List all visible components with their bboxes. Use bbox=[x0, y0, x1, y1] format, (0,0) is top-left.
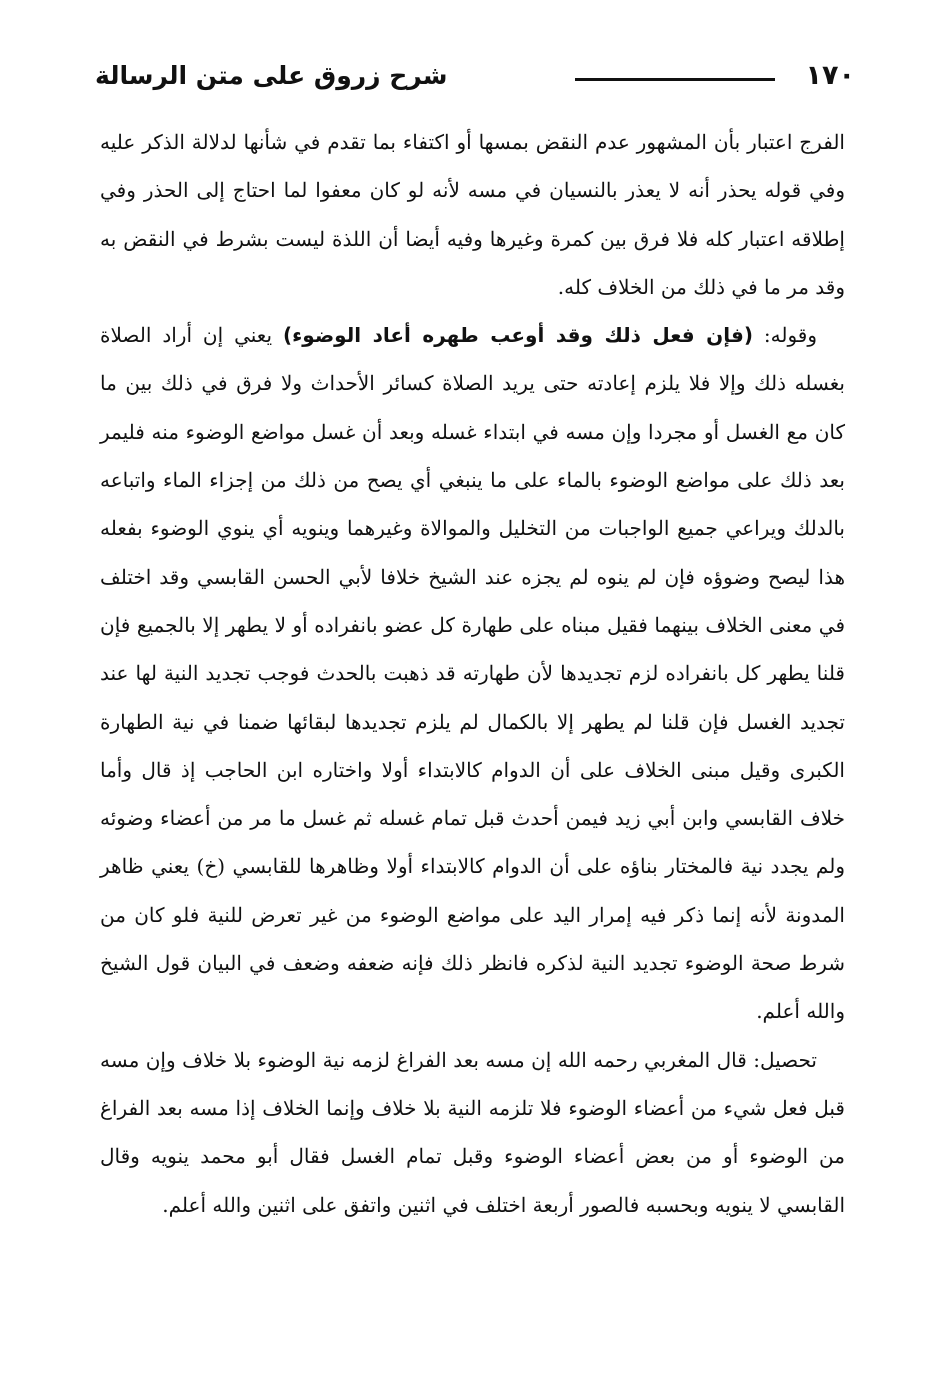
paragraph-text: الفرج اعتبار بأن المشهور عدم النقض بمسها أو اكتفاء بما تقدم في شأنها لدلالة الذكر عليه وفي قوله يحذر أنه لا يعذر بالنسيان في مسه لأنه لو كان معفوا لما احتاج إلى الحذر وفي إطلاقه اعتبار كله فلا فرق بين كمرة وغيرها وفيه أيضا أن اللذة ليست بشرط في النقض به وقد مر ما في ذلك من الخلاف كله. bbox=[100, 130, 845, 299]
running-title: شرح زروق على متن الرسالة bbox=[95, 61, 448, 90]
paragraph-lead: وقوله: bbox=[763, 323, 818, 348]
paragraph-1 bbox=[100, 118, 845, 311]
page-header bbox=[95, 50, 855, 102]
paragraph-2 bbox=[100, 311, 845, 1035]
header-rule bbox=[575, 78, 775, 81]
paragraph-3 bbox=[100, 1036, 845, 1229]
paragraph-text: يعني إن أراد الصلاة بغسله ذلك وإلا فلا يلزم إعادته حتى يريد الصلاة كسائر الأحداث ولا فرق في ذلك بين ما كان مع الغسل أو مجردا وإن مسه في ابتداء غسله وبعد أن غسل مواضع الوضوء منه فليمر بعد ذلك على مواضع الوضوء بالماء على ما ينبغي أي يصح من ذلك من إجزاء الماء واتباعه بالدلك ويراعي جميع الواجبات من التخليل والموالاة وغيرهما وينويه أي ينوي الوضوء بفعله هذا ليصح وضوؤه فإن لم ينوه لم يجزه عند الشيخ خلافا لأبي الحسن القابسي وقد اختلف في معنى الخلاف بينهما فقيل مبناه على طهارة كل عضو بانفراده أو لا يطهر إلا بالجميع فإن قلنا يطهر كل بانفراده لزم تجديدها لأن طهارته قد ذهبت بالحدث فوجب تجديد النية لها عند تجديد الغسل فإن قلنا لم يطهر إلا بالكمال لم يلزم تجديدها لبقائها ضمنا في نية الطهارة الكبرى وقيل مبنى الخلاف على أن الدوام كالابتداء أولا واختاره ابن الحاجب إذ قال وأما خلاف القابسي وابن أبي زيد فيمن أحدث قبل تمام غسله ثم غسل ما مر من أعضاء وضوئه ولم يجدد نية فالمختار بناؤه على أن الدوام كالابتداء أولا وظاهرها للقابسي (خ) يعني ظاهر المدونة لأنه إنما ذكر فيه إمرار اليد على مواضع الوضوء من غير تعرض للنية فلو كان من شرط صحة الوضوء تجديد النية لذكره فانظر ذلك فإنه ضعفه وضعف في البيان قول الشيخ والله أعلم. bbox=[100, 323, 845, 1024]
page-number: ١٧٠ bbox=[805, 60, 855, 91]
quoted-text: (فإن فعل ذلك وقد أوعب طهره أعاد الوضوء) bbox=[282, 323, 753, 348]
page-body bbox=[100, 118, 845, 1229]
paragraph-text: تحصيل: قال المغربي رحمه الله إن مسه بعد الفراغ لزمه نية الوضوء بلا خلاف وإن مسه قبل فعل شيء من أعضاء الوضوء فلا تلزمه النية بلا خلاف وإنما الخلاف إذا مسه بعد الفراغ من الوضوء أو من بعض أعضاء الوضوء وقبل تمام الغسل فقال أبو محمد ينويه وقال القابسي لا ينويه وبحسبه فالصور أربعة اختلف في اثنين واتفق على اثنين والله أعلم. bbox=[100, 1047, 845, 1217]
